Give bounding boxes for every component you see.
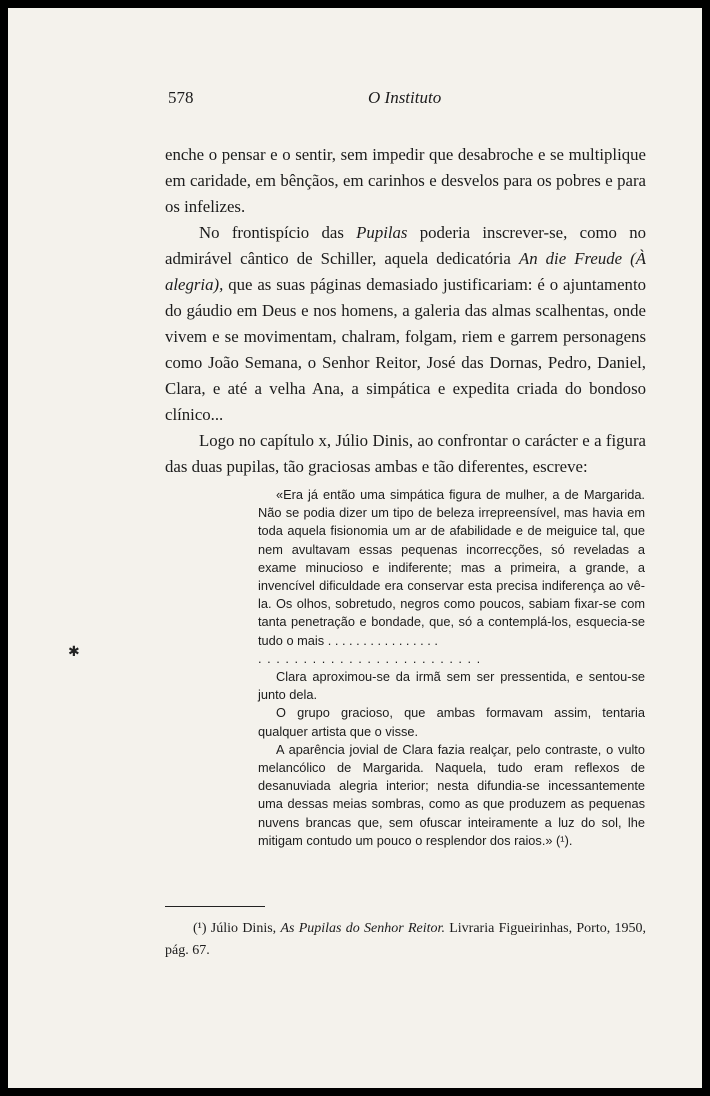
footnote: (¹) Júlio Dinis, As Pupilas do Senhor Reitor. Livraria Figueirinhas, Porto, 1950, pág. 67. xyxy=(165,921,646,958)
quote-paragraph-1: «Era já então uma simpática figura de mulher, a de Margarida. Não se podia dizer um tipo de beleza irrepreensível, mas havia em toda aquela fisionomia um ar de afabilidade e de meiguice tal, que nem avultavam essas pequenas incorrecções, só reveladas a exame minucioso e indiferente; mas a primeira, a grande, a invencível dificuldade era conservar esta precisa indiferença ao vê-la. Os olhos, sobretudo, negros como poucos, sabiam fixar-se com tanta penetração e bondade, que, só a contemplá-los, esquecia-se tudo o mais . . . . . . . . . . . . . . . . xyxy=(258,487,645,648)
footnote-book-title: As Pupilas do Senhor Reitor. xyxy=(280,921,445,936)
paragraph-3: Logo no capítulo x, Júlio Dinis, ao confrontar o carácter e a figura das duas pupilas, tão graciosas ambas e tão diferentes, escreve: xyxy=(165,431,646,476)
quote-paragraph-2: Clara aproximou-se da irmã sem ser pressentida, e sentou-se junto dela. xyxy=(258,669,645,703)
dots-separator: . . . . . . . . . . . . . . . . . . . . . . . . . xyxy=(258,650,482,666)
ellipsis-dots: . . . . . . . . . . . . . . . . xyxy=(327,632,438,648)
running-title: O Instituto xyxy=(368,88,442,107)
footnote-marker: (¹) xyxy=(193,921,207,936)
page-header xyxy=(168,88,644,110)
page-number: 578 xyxy=(168,88,194,107)
footnote-rule xyxy=(165,906,265,907)
paragraph-2: No frontispício das Pupilas poderia inscrever-se, como no admirável cântico de Schiller, aquela dedicatória An die Freude (À alegria), que as suas páginas demasiado justificariam: é o ajuntamento do gáudio em Deus e nos homens, a galeria das almas scalhentas, onde vivem e se movimentam, chalram, folgam, riem e garrem personagens como João Semana, o Senhor Reitor, José das Dornas, Pedro, Daniel, Clara, e até a velha Ana, a simpática e expedita criada do bondoso clínico... xyxy=(165,223,647,424)
quote-paragraph-4: A aparência jovial de Clara fazia realçar, pelo contraste, o vulto melancólico de Margarida. Naquela, tudo eram reflexos de desanuviada alegria interior; nesta difundia-se incessantemente uma dessas meias sombras, como as que produzem as pequenas nuvens brancas que, sem ofuscar inteiramente a luz do sol, lhe mitigam contudo um pouco o resplendor dos raios.» (¹). xyxy=(258,741,645,848)
block-quote xyxy=(258,486,645,850)
book-page xyxy=(8,8,702,1088)
margin-mark-icon: ✱ xyxy=(68,645,80,660)
main-text xyxy=(165,142,646,480)
paragraph-1: enche o pensar e o sentir, sem impedir que desabroche e se multiplique em caridade, em bênçãos, em carinhos e desvelos para os pobres e para os infelizes. xyxy=(165,145,646,216)
quote-paragraph-3: O grupo gracioso, que ambas formavam assim, tentaria qualquer artista que o visse. xyxy=(258,705,645,739)
